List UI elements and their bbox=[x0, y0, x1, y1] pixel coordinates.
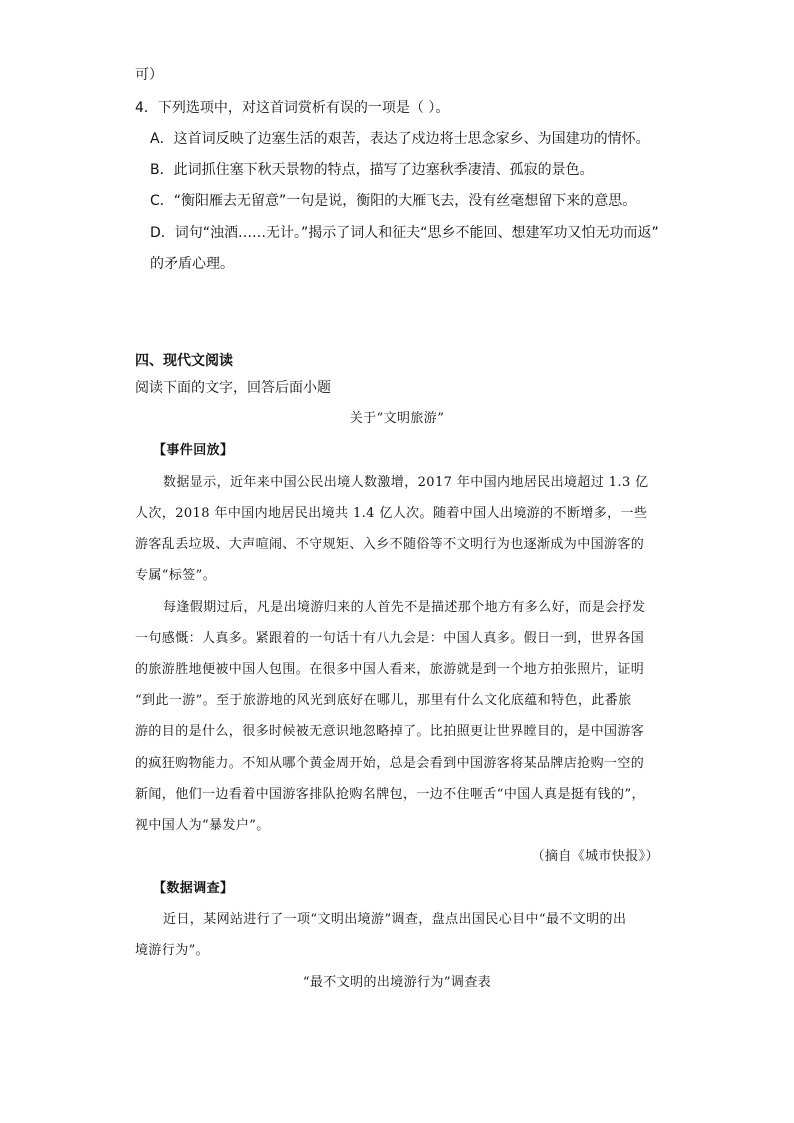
option-c bbox=[150, 192, 636, 210]
event-heading: 【事件回放】 bbox=[153, 443, 234, 458]
paragraph-line: 人次，2018 年中国内地居民出境共 1.4 亿人次。随着中国人出境游的不断增多，一些 bbox=[135, 506, 648, 521]
option-c-text: “衡阳雁去无留意”一句是说，衡阳的大雁飞去，没有丝毫想留下来的意思。 bbox=[173, 193, 637, 209]
option-c-label: C． bbox=[150, 193, 174, 209]
option-d-text: 词句“浊酒……无计。”揭示了词人和征夫“思乡不能回、想建军功又怕无功而返” bbox=[174, 225, 659, 241]
paragraph-line: 数据显示，近年来中国公民出境人数激增，2017 年中国内地居民出境超过 1.3 亿 bbox=[163, 475, 649, 490]
paragraph-line: 每逢假期过后，凡是出境游归来的人首先不是描述那个地方有多么好，而是会抒发 bbox=[163, 600, 646, 615]
option-d-label: D． bbox=[150, 225, 175, 241]
option-a-text: 这首词反映了边塞生活的艰苦，表达了戍边将士思念家乡、为国建功的情怀。 bbox=[173, 131, 650, 147]
paragraph-line: 一句感慨：人真多。紧跟着的一句话十有八九会是：中国人真多。假日一到，世界各国 bbox=[135, 631, 645, 646]
option-a-label: A． bbox=[150, 131, 174, 147]
option-d-continuation: 的矛盾心理。 bbox=[150, 256, 234, 272]
paragraph-line: “到此一游”。至于旅游地的风光到底好在哪儿，那里有什么文化底蕴和特色，此番旅 bbox=[135, 693, 632, 708]
paragraph-line: 专属“标签”。 bbox=[135, 568, 217, 583]
option-b bbox=[150, 161, 594, 179]
paragraph-line: 新闻，他们一边看着中国游客排队抢购名牌包，一边不住咂舌“中国人真是挺有钱的”， bbox=[135, 787, 645, 802]
question-continuation: 可） bbox=[135, 67, 163, 83]
section-instruction: 阅读下面的文字，回答后面小题 bbox=[135, 380, 331, 396]
option-b-label: B． bbox=[150, 162, 174, 178]
article-title: 关于“文明旅游” bbox=[349, 411, 445, 426]
option-b-text: 此词抓住塞下秋天景物的特点，描写了边塞秋季凄清、孤寂的景色。 bbox=[173, 162, 594, 178]
section-title: 四、现代文阅读 bbox=[135, 353, 233, 369]
question-4-stem: 4．下列选项中，对这首词赏析有误的一项是（ ）。 bbox=[135, 100, 450, 116]
paragraph-line: 视中国人为“暴发户”。 bbox=[135, 818, 270, 833]
option-a bbox=[150, 130, 650, 148]
paragraph-line: 游的目的是什么，很多时候被无意识地忽略掉了。比拍照更让世界瞠目的，是中国游客 bbox=[135, 724, 645, 739]
option-d bbox=[150, 224, 659, 242]
paragraph-line: 近日，某网站进行了一项“文明出境游”调查，盘点出国民心目中“最不文明的出 bbox=[163, 912, 627, 927]
survey-heading: 【数据调查】 bbox=[153, 881, 234, 896]
paragraph-line: 游客乱丢垃圾、大声喧闹、不守规矩、入乡不随俗等不文明行为也逐渐成为中国游客的 bbox=[135, 537, 645, 552]
article-source: （摘自《城市快报》） bbox=[531, 849, 659, 864]
paragraph-line: 的旅游胜地便被中国人包围。在很多中国人看来，旅游就是到一个地方拍张照片，证明 bbox=[135, 662, 645, 677]
paragraph-line: 的疯狂购物能力。不知从哪个黄金周开始，总是会看到中国游客将某品牌店抢购一空的 bbox=[135, 756, 645, 771]
survey-table-title: “最不文明的出境游行为”调查表 bbox=[302, 975, 492, 990]
paragraph-line: 境游行为”。 bbox=[135, 943, 210, 958]
